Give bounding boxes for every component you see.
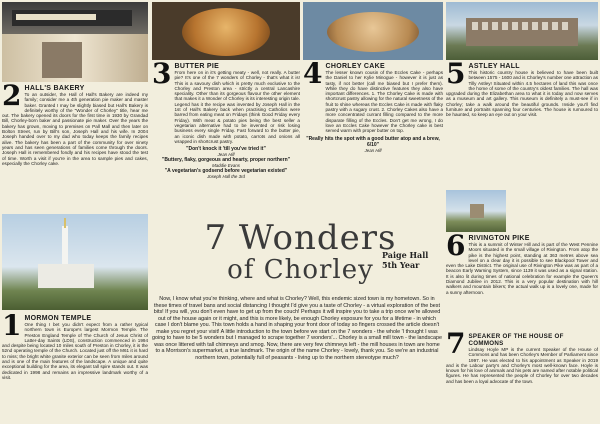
bakery-photo bbox=[2, 2, 148, 82]
rivington-pike-photo bbox=[446, 190, 506, 232]
section-heading: CHORLEY CAKE bbox=[325, 63, 385, 70]
quote: "Really hits the spot with a good butter atop and a brew, 6/10" bbox=[306, 135, 440, 148]
author-name: Paige Hall bbox=[382, 250, 429, 260]
section-rivington-pike bbox=[446, 232, 598, 328]
astley-hall-photo bbox=[446, 2, 598, 60]
section-number: 7 bbox=[446, 330, 466, 360]
section-heading: ASTLEY HALL bbox=[468, 63, 520, 70]
main-intro bbox=[152, 296, 442, 422]
section-heading: BUTTER PIE bbox=[174, 63, 220, 70]
section-text: Lindsay Hoyle MP is the current Speaker of the House of Commons and has been Chorley's Member of Parliament since 1997. He was elected to his appointment as Speaker in 2019 and is the Labour party's and Chorley's most well-known face. Hoyle is known for his love of animals and his pets are named after notable political figures. He has represented the people of Chorley for over two decades and has been a loyal advocate of the town. bbox=[446, 347, 598, 384]
section-heading: MORMON TEMPLE bbox=[24, 315, 92, 322]
mormon-temple-photo bbox=[2, 214, 148, 310]
section-number: 2 bbox=[2, 82, 22, 112]
quotes bbox=[152, 146, 300, 179]
quote-cite: Jean Hill bbox=[217, 152, 235, 158]
section-text: One thing I bet you didn't expect from a rather typical northern town is Europe's largest Mormon Temple. The Preston England Temple of The Church of Jesus Christ of Latter-day Saints (LDS), construction commenced in 1994 and despite being located 10 miles south of Preston in Chorley, it is the 52nd operating temple of the Church. Located just off the M61 it is hard to miss; the bright white granite exterior can be seen from miles around and is one of the main features of the landscape. A unique and quite exceptional building for the area, its elegant tall spire stands out. It was dedicated in 1998 and remains an impressive landmark worthy of a visit. bbox=[2, 322, 148, 380]
title-line3: Chorley bbox=[263, 255, 374, 285]
section-text: To an outsider, the Hall of Hall's Bakery are indeed my family; consider me a 4th generation pie maker and master baker. Granted I may be slightly biased but Hall's Bakery is definitely worthy of the "Wonder of Chorley" title, hear me out. The bakery opened its doors for the first time in 1930 by Grandad Bill, Chorley-born baker and passionate pie maker. Over the years the bakery has grown, moving to premises on Pall Mall and then later on Bolton Street, run by Bill's son, Joseph Hall and his wife. In 2004 Joseph handed over to my dad who today keeps the family recipes alive. The bakery has been a part of the community for over ninety years and has seen generations of families come through the doors. Joseph Hall is remembered fondly and his recipes have stood the test of time. Worth a visit if you're in the area to sample pies and cakes, especially the Chorley cake. bbox=[2, 92, 148, 166]
section-speaker bbox=[446, 330, 598, 422]
section-chorley-cake bbox=[303, 60, 443, 218]
section-astley-hall bbox=[446, 60, 598, 188]
quote-cite: Joseph Hall the 3rd bbox=[207, 174, 245, 180]
quote-cite: Jean Hill bbox=[364, 147, 382, 153]
title-line1: 7 Wonders bbox=[204, 218, 397, 258]
quote-cite: Maddie Evans bbox=[212, 163, 240, 169]
section-heading: RIVINGTON PIKE bbox=[468, 235, 530, 242]
butter-pie-photo bbox=[152, 2, 300, 60]
section-butter-pie bbox=[152, 60, 300, 218]
author-credit bbox=[382, 250, 442, 270]
section-text: From here on in it's getting meaty - well, not really. A butter pie? It's one of the 7 wonders of Chorley - that's what it is! This is a savoury dish which is pretty much exclusive to the Chorley and Preston area - strictly a central Lancashire speciality. Other than its gorgeous flavour the other element that makes it a Wonder of Chorley is its interesting origin tale. Legend has it the recipe was invented by Joseph Hall in the 1st of Hall's Bakery back when practising Catholics were barred from eating meat on Fridays (think Good Friday every Friday). With meat & potato pies being the best seller a vegetarian alternative had to be invented or risk losing business every single Friday. Fast forward to the butter pie, an iconic dish made with potato, carrots and onions all wrapped in shortcrust pastry. bbox=[174, 70, 300, 144]
author-year: 5th Year bbox=[382, 260, 420, 270]
section-heading: SPEAKER OF THE HOUSE OF COMMONS bbox=[468, 333, 564, 347]
quote: "Buttery, flaky, gorgeous and hearty, proper northern" bbox=[161, 157, 291, 164]
section-number: 6 bbox=[446, 232, 466, 262]
section-heading: HALL'S BAKERY bbox=[24, 85, 85, 92]
section-text: The lesser known cousin of the Eccles Cake - perhaps the Daniel to her Kylie Minogue - however it is just as tasty, if not better (call me biased but I prefer them). While they do have distinctive features they also have important differences. 1. The Chorley Cake is made with shortcrust pastry allowing for the natural sweetness of the fruit to shine whereas the Eccles Cake is made with flaky pastry with a sugary crust. 2. Chorley Cakes also have a more concentrated currant filling compared to the more disparate filling of the Eccles. Don't get me wrong, I do love an Eccles Cake however the Chorley cake is best served warm with proper butter on top. bbox=[325, 70, 443, 134]
section-number: 3 bbox=[152, 60, 172, 90]
title-line2: of bbox=[227, 255, 255, 285]
section-number: 1 bbox=[2, 312, 22, 342]
main-intro-text: Now, I know what you're thinking, where and what is Chorley? Well, this endemic sized town is my hometown. So in these times of travel bans and social distancing I thought I'd give you a taste of Chorley - a virtual exploration of the best bits! If you will, you don't even have to get up from the couch! Perhaps it will inspire you to take a trip once we're allowed out of the house again or it might, and this is more likely, be enough Chorley exposure for you for a lifetime - in which case I don't blame you. This town holds a hand in shaping your front door of today so fingers crossed the article doesn't make you regret your visit! A little introduction to the town before we start on the 7 wonders - the whole 'I thought I was going to have to be 5 wonders but I managed to scrape together 7 wonders'... Chorley is a small mill town - the landscape was once littered with tall chimneys and smog. Now, there are very few chimneys left - the mill houses in town are home to a Morrison's supermarket, a true landmark. The origin of the name Chorley - lovely, thank you. So we're an industrial northern town, potentially full of peasants - living up to the northern stereotype much? bbox=[152, 296, 442, 361]
chorley-cake-photo bbox=[303, 2, 443, 60]
section-text: This historic country house is believed to have been built between 1575 - 1600 and is Chorley's number one attraction as Tilly Astley! Situated within 4.5 hectares of land this was once the home of some of the country's oldest families. The hall was upgraded during the Elizabethan area to what it is today and now serves as a museum and art gallery. This museum is definitely a must-see if in Chorley; take a walk around the beautiful grounds. Inside you'll find furniture and portraits spanning four centuries. The house is rumoured to be haunted, so keep an eye out on your visit. bbox=[446, 70, 598, 118]
quote: "Don't knock it 'till you've tried it" bbox=[186, 146, 266, 153]
section-mormon-temple bbox=[2, 312, 148, 422]
quote: "A vegetarian's godsend before vegetarian existed" bbox=[164, 168, 288, 175]
section-halls-bakery bbox=[2, 82, 148, 212]
section-number: 4 bbox=[303, 60, 323, 90]
section-text: This is a summit of Winter Hill and is part of the West Pennine Moors situated in the small village of Rivington. From atop the pike is the highest point, standing at 363 metres above sea level on a clear day it is possible to see Blackpool Tower and even the Lake District. The original use of Rivington Pike was as part of a beacon Early Warning System, since 1139 it was used as a signal station. It is also lit during times of national celebration for example the Queen's Diamond Jubilee in 2012. This is a very popular destination with hill walkers and mountain bikers; the actual walk up is a lovely one, made for a sunny afternoon. bbox=[446, 242, 598, 295]
section-number: 5 bbox=[446, 60, 466, 90]
